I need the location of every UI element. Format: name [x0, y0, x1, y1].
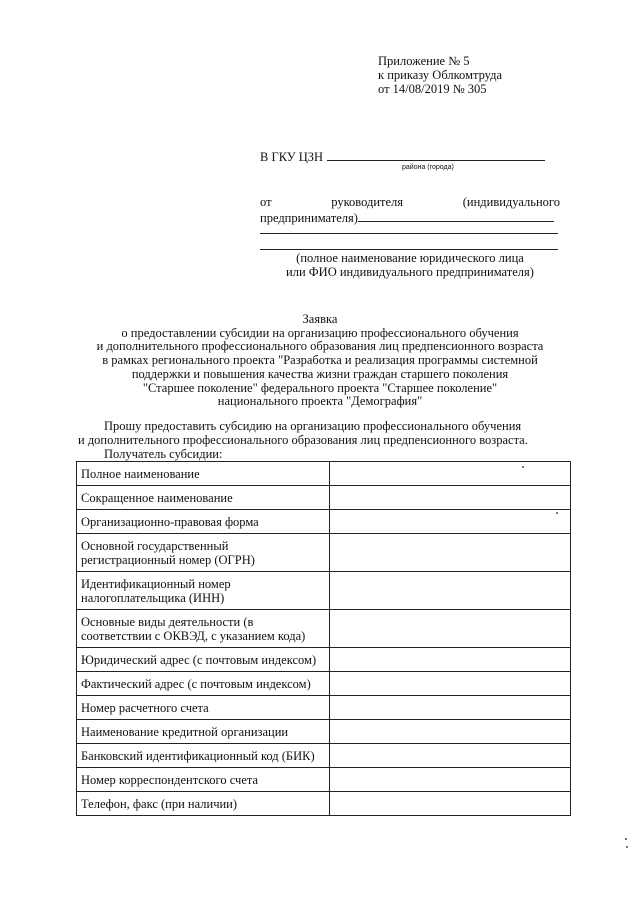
- paragraph-line-1: Прошу предоставить субсидию на организацию профессионального обучения: [104, 419, 522, 433]
- sender-caption: [260, 251, 560, 279]
- row-label: [77, 462, 330, 486]
- table-row: [77, 534, 571, 572]
- row-label: [77, 572, 330, 610]
- title-line-2: о предоставлении субсидии на организацию профессионального обучения: [121, 325, 519, 340]
- sender-blank-field-3[interactable]: [260, 249, 558, 250]
- row-value-cell[interactable]: [330, 672, 571, 696]
- title-line-6: "Старшее поколение" федерального проекта "Старшее поколение": [142, 380, 498, 395]
- row-label-line-1: Сокращенное наименование: [81, 490, 233, 505]
- row-label-line-1: Основные виды деятельности (в: [81, 614, 254, 629]
- scan-speck: [626, 846, 628, 848]
- table-row: [77, 744, 571, 768]
- scan-speck: [625, 838, 627, 840]
- appendix-line-1: Приложение № 5: [378, 54, 470, 68]
- appendix-header: [378, 54, 502, 96]
- row-label-line-1: Полное наименование: [81, 466, 200, 481]
- row-value-cell[interactable]: [330, 744, 571, 768]
- row-label-line-1: Организационно-правовая форма: [81, 514, 259, 529]
- sender-blank-field-1[interactable]: [358, 210, 554, 222]
- table-row: [77, 510, 571, 534]
- title-line-3: и дополнительного профессионального образования лиц предпенсионного возраста: [96, 339, 544, 354]
- table-row: [77, 610, 571, 648]
- row-value-cell[interactable]: [330, 768, 571, 792]
- table-row: [77, 792, 571, 816]
- row-label-line-1: Номер расчетного счета: [81, 700, 209, 715]
- title-line-4: в рамках регионального проекта "Разработка и реализация программы системной: [102, 353, 538, 368]
- request-paragraph: [80, 419, 560, 461]
- row-label-line-1: Фактический адрес (с почтовым индексом): [81, 676, 311, 691]
- sender-head-word: руководителя: [331, 195, 404, 209]
- recipient-caption: района (города): [402, 164, 454, 171]
- row-value-cell[interactable]: [330, 510, 571, 534]
- row-label-line-1: Банковский идентификационный код (БИК): [81, 748, 315, 763]
- title-line-5: поддержки и повышения качества жизни граждан старшего поколения: [131, 366, 509, 381]
- row-label: [77, 696, 330, 720]
- sender-from-word: от: [260, 195, 272, 209]
- row-value-cell[interactable]: [330, 720, 571, 744]
- table-row: [77, 768, 571, 792]
- sender-caption-line-2: или ФИО индивидуального предпринимателя): [286, 265, 534, 279]
- recipient-label: Получатель субсидии:: [104, 447, 223, 461]
- row-label-line-2: соответствии с ОКВЭД, с указанием кода): [81, 628, 306, 643]
- row-label: [77, 648, 330, 672]
- row-value-cell[interactable]: [330, 462, 571, 486]
- row-value-cell[interactable]: [330, 792, 571, 816]
- table-row: [77, 720, 571, 744]
- row-value-cell[interactable]: [330, 696, 571, 720]
- row-label: [77, 792, 330, 816]
- table-row: [77, 486, 571, 510]
- row-label-line-2: регистрационный номер (ОГРН): [81, 552, 255, 567]
- title-line-1: Заявка: [302, 312, 338, 326]
- scan-speck: [556, 512, 558, 514]
- row-value-cell[interactable]: [330, 648, 571, 672]
- recipient-line: [260, 149, 545, 165]
- row-label: [77, 486, 330, 510]
- row-label-line-1: Номер корреспондентского счета: [81, 772, 259, 787]
- row-label-line-1: Идентификационный номер: [81, 576, 231, 591]
- row-value-cell[interactable]: [330, 610, 571, 648]
- recipient-details-table: [76, 461, 571, 816]
- row-label: [77, 534, 330, 572]
- table-row: [77, 648, 571, 672]
- table-row: [77, 672, 571, 696]
- sender-entrepreneur-word: предпринимателя): [260, 211, 358, 225]
- row-label-line-1: Юридический адрес (с почтовым индексом): [81, 652, 317, 667]
- recipient-prefix: В ГКУ ЦЗН: [260, 150, 324, 164]
- sender-blank-field-2[interactable]: [260, 233, 558, 234]
- row-label: [77, 510, 330, 534]
- row-label: [77, 744, 330, 768]
- document-title: [60, 313, 580, 409]
- appendix-line-3: от 14/08/2019 № 305: [378, 82, 487, 96]
- row-label: [77, 768, 330, 792]
- row-value-cell[interactable]: [330, 534, 571, 572]
- row-value-cell[interactable]: [330, 486, 571, 510]
- sender-ip-word: (индивидуального: [462, 195, 560, 209]
- paragraph-line-2: и дополнительного профессионального образования лиц предпенсионного возраста.: [78, 433, 528, 447]
- row-label: [77, 720, 330, 744]
- title-line-7: национального проекта "Демография": [217, 394, 423, 409]
- row-label: [77, 672, 330, 696]
- row-label-line-1: Основной государственный: [81, 538, 229, 553]
- table-row: [77, 462, 571, 486]
- scan-speck: [522, 466, 524, 468]
- table-row: [77, 696, 571, 720]
- row-value-cell[interactable]: [330, 572, 571, 610]
- row-label-line-1: Наименование кредитной организации: [81, 724, 289, 739]
- recipient-blank-field[interactable]: [327, 149, 545, 161]
- row-label: [77, 610, 330, 648]
- table-row: [77, 572, 571, 610]
- sender-caption-line-1: (полное наименование юридического лица: [296, 251, 524, 265]
- sender-block: [260, 195, 560, 226]
- row-label-line-1: Телефон, факс (при наличии): [81, 796, 238, 811]
- appendix-line-2: к приказу Облкомтруда: [378, 68, 503, 82]
- row-label-line-2: налогоплательщика (ИНН): [81, 590, 225, 605]
